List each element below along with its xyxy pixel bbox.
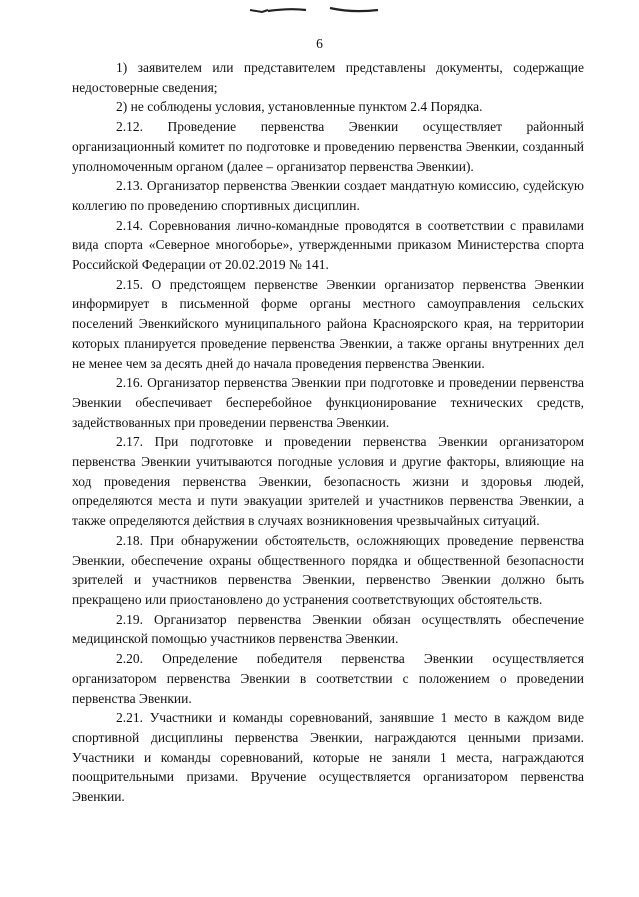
paragraph-item-1: 1) заявителем или представителем представлены документы, содержащие недостоверные сведения; — [72, 60, 584, 95]
paragraph-2-13: 2.13. Организатор первенства Эвенкии создает мандатную комиссию, судейскую коллегию по проведению спортивных дисциплин. — [72, 178, 584, 213]
paragraph-2-12: 2.12. Проведение первенства Эвенкии осуществляет районный организационный комитет по подготовке и проведению первенства Эвенкии, созданный уполномоченным органом (далее – организатор первенства Эвенкии). — [72, 119, 584, 174]
paragraph-item-2: 2) не соблюдены условия, установленные пунктом 2.4 Порядка. — [116, 99, 483, 115]
document-body — [72, 58, 584, 807]
paragraph-2-16: 2.16. Организатор первенства Эвенкии при подготовке и проведении первенства Эвенкии обеспечивает бесперебойное функционирование технических средств, задействованных при проведении первенства Эвенкии. — [72, 375, 584, 430]
paragraph-2-15: 2.15. О предстоящем первенстве Эвенкии организатор первенства Эвенкии информирует в письменной форме органы местного самоуправления сельских поселений Эвенкийского муниципального района Красноярского края, на территории которых планируется проведение первенства Эвенкии, а также органы внутренних дел не менее чем за десять дней до начала проведения первенства Эвенкии. — [72, 276, 584, 371]
scan-mark-left — [250, 10, 268, 12]
page-number: 6 — [316, 36, 323, 51]
paragraph-2-14: 2.14. Соревнования лично-командные проводятся в соответствии с правилами вида спорта «Северное многоборье», утвержденными приказом Министерства спорта Российской Федерации от 20.02.2019 № 141. — [72, 217, 584, 273]
paragraph-2-21: 2.21. Участники и команды соревнований, занявшие 1 место в каждом виде спортивной дисциплины первенства Эвенкии, награждаются ценными призами. Участники и команды соревнований, которые не заняли 1 места, награждаются поощрительными призами. Вручение осуществляется организатором первенства Эвенкии. — [72, 710, 584, 805]
scan-artifact-marks — [0, 4, 639, 18]
paragraph-2-18: 2.18. При обнаружении обстоятельств, осложняющих проведение первенства Эвенкии, обеспечение охраны общественного порядка и общественной безопасности зрителей и участников первенства Эвенкии, первенство Эвенкии должно быть прекращено или приостановлено до устранения соответствующих обстоятельств. — [72, 532, 584, 607]
paragraph-2-20: 2.20. Определение победителя первенства Эвенкии осуществляется организатором первенства Эвенкии в соответствии с положением о проведении первенства Эвенкии. — [72, 651, 584, 706]
paragraph-2-19: 2.19. Организатор первенства Эвенкии обязан осуществлять обеспечение медицинской помощью участников первенства Эвенкии. — [72, 611, 584, 647]
scan-mark-right — [330, 8, 378, 11]
scan-mark-center — [268, 9, 306, 11]
paragraph-2-17: 2.17. При подготовке и проведении первенства Эвенкии организатором первенства Эвенкии учитываются погодные условия и другие факторы, влияющие на ход проведения первенства Эвенкии, безопасность жизни и здоровья людей, определяются места и пути эвакуации зрителей и участников первенства Эвенкии, а также определяются действия в случаях возникновения чрезвычайных ситуаций. — [72, 434, 584, 529]
